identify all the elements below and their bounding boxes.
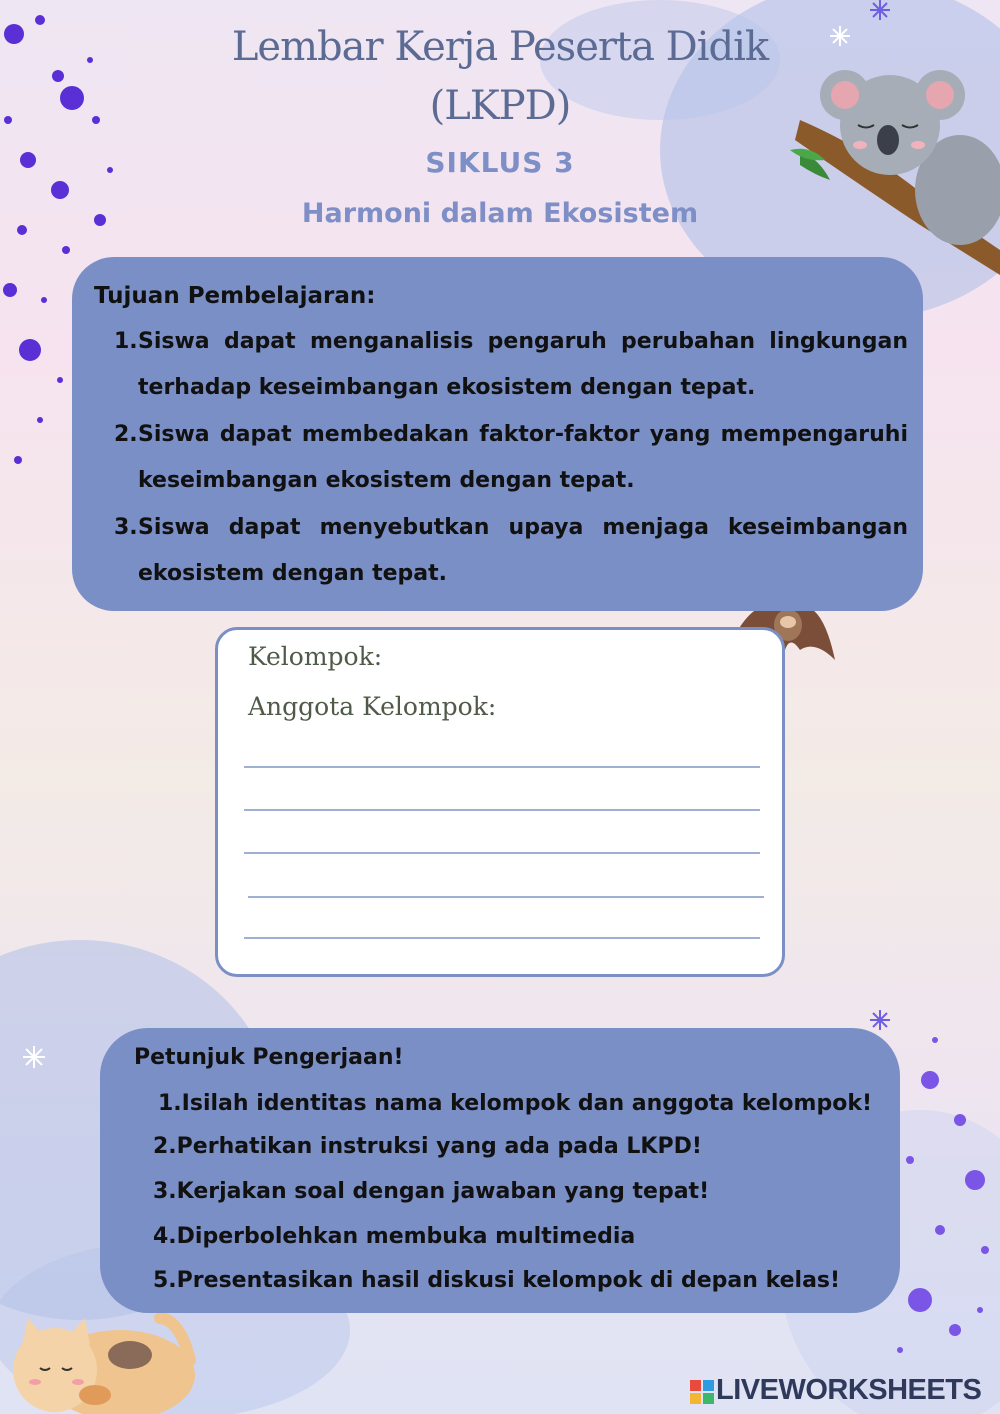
cycle-label: SIKLUS 3 xyxy=(425,146,575,179)
instruction-item xyxy=(153,1268,840,1293)
objective-item xyxy=(114,412,908,504)
group-identity-card xyxy=(215,627,785,977)
instruction-text: Isilah identitas nama kelompok dan anggota kelompok! xyxy=(181,1091,872,1116)
liveworksheets-logo-text: LIVEWORKSHEETS xyxy=(716,1374,982,1406)
instruction-number: 2. xyxy=(153,1134,177,1159)
answer-line[interactable] xyxy=(244,852,760,854)
objective-item xyxy=(114,505,908,597)
instruction-number: 1. xyxy=(158,1091,182,1116)
answer-line[interactable] xyxy=(244,766,760,768)
objective-text: Siswa dapat membedakan faktor-faktor yang mempengaruhi keseimbangan ekosistem dengan tepat. xyxy=(138,422,908,493)
group-label: Kelompok: xyxy=(248,642,383,671)
objective-text: Siswa dapat menyebutkan upaya menjaga keseimbangan ekosistem dengan tepat. xyxy=(138,515,908,586)
instruction-item xyxy=(153,1224,635,1249)
page-title-line2: (LKPD) xyxy=(429,83,571,129)
instruction-number: 4. xyxy=(153,1224,177,1249)
topic-label: Harmoni dalam Ekosistem xyxy=(301,198,699,229)
instructions-panel xyxy=(100,1028,900,1313)
answer-line[interactable] xyxy=(248,896,764,898)
instruction-item xyxy=(153,1134,702,1159)
instruction-number: 5. xyxy=(153,1268,177,1293)
instruction-text: Perhatikan instruksi yang ada pada LKPD! xyxy=(176,1134,702,1159)
objective-number: 1. xyxy=(114,329,138,354)
objective-text: Siswa dapat menganalisis pengaruh perubahan lingkungan terhadap keseimbangan ekosistem dengan tepat. xyxy=(138,329,908,400)
answer-line[interactable] xyxy=(244,937,760,939)
instruction-item xyxy=(158,1091,872,1116)
objectives-heading: Tujuan Pembelajaran: xyxy=(94,283,376,309)
liveworksheets-logo[interactable] xyxy=(690,1374,990,1408)
answer-line[interactable] xyxy=(244,809,760,811)
instruction-item xyxy=(153,1179,709,1204)
objectives-panel xyxy=(72,257,923,611)
liveworksheets-logo-icon xyxy=(690,1380,714,1404)
instruction-text: Diperbolehkan membuka multimedia xyxy=(176,1224,636,1249)
instructions-heading: Petunjuk Pengerjaan! xyxy=(134,1045,404,1070)
page-title-line1: Lembar Kerja Peserta Didik xyxy=(231,24,769,70)
instruction-text: Presentasikan hasil diskusi kelompok di depan kelas! xyxy=(176,1268,841,1293)
instruction-text: Kerjakan soal dengan jawaban yang tepat! xyxy=(176,1179,710,1204)
objective-item xyxy=(114,319,908,411)
members-label: Anggota Kelompok: xyxy=(248,692,497,721)
instruction-number: 3. xyxy=(153,1179,177,1204)
objective-number: 2. xyxy=(114,422,138,447)
objective-number: 3. xyxy=(114,515,138,540)
